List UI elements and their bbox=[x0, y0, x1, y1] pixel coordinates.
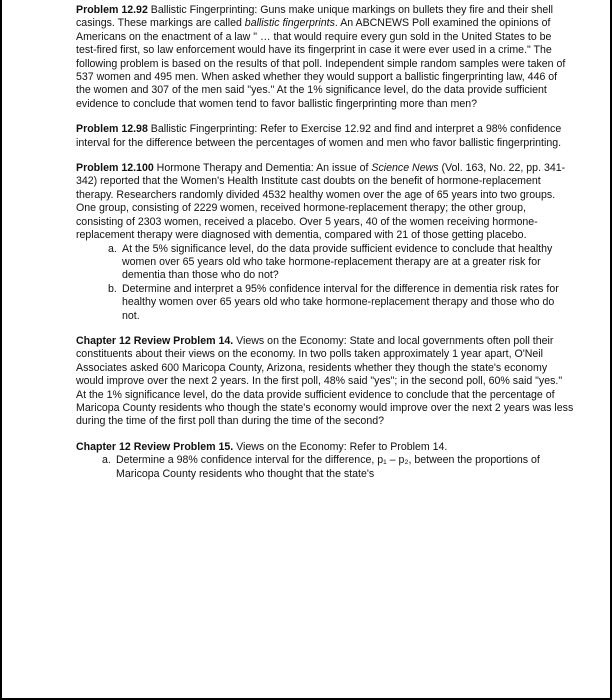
sub-question-text: Determine a 98% confidence interval for the difference, p₁ – p₂, between the proportions of Maricopa County residents who thought that the state's bbox=[116, 454, 540, 480]
sub-question-text: At the 5% significance level, do the data provide sufficient evidence to conclude that healthy women over 65 years old who take hormone-replacement therapy are at a greater risk for dementia than those who do not? bbox=[122, 242, 553, 282]
problem-text bbox=[76, 123, 574, 150]
emphasis-term: ballistic fingerprints bbox=[244, 17, 335, 30]
page-left-border bbox=[0, 0, 2, 700]
sub-question-b bbox=[76, 283, 574, 323]
problem-text bbox=[76, 162, 574, 242]
problem-body: Views on the Economy: State and local governments often poll their constituents about their views on the economy. In two polls taken approximately 1 year apart, O'Neil Associates asked 600 Maricopa County, Arizona, residents whether they though the state's economy would improve over the next 2 years. In the first poll, 48% said "yes"; in the second poll, 60% said "yes." At the 1% significance level, do the data provide sufficient evidence to conclude that the percentage of Maricopa County residents who though the state's economy would improve over the next 2 years was less during the time of the first poll than during the time of the second? bbox=[76, 334, 574, 428]
problem-body: Ballistic Fingerprinting: Refer to Exercise 12.92 and find and interpret a 98% confidence interval for the difference between the percentages of women and men who favor ballistic fingerprinting. bbox=[76, 123, 562, 149]
problem-body: . An ABCNEWS Poll examined the opinions of Americans on the enactment of a law " … that would require every gun sold in the United States to be test-fired first, so law enforcement would have its fingerprint in case it were ever used in a crime." The following problem is based on the results of that poll. Independent simple random samples were taken of 537 women and 495 men. When asked whether they would support a ballistic fingerprinting law, 446 of the women and 307 of the men said "yes." At the 1% significance level, do the data provide sufficient evidence to conclude that women tend to favor ballistic fingerprinting more than men? bbox=[76, 17, 566, 110]
problem-text bbox=[76, 335, 574, 429]
review-problem-15 bbox=[76, 441, 574, 481]
sub-question-list bbox=[76, 454, 574, 481]
journal-title: Science News bbox=[371, 162, 439, 175]
problem-body: (Vol. 163, No. 22, pp. 341-342) reported that the Women's Health Institute cast doubts on the benefit of hormone-replacement therapy. Researchers randomly divided 4532 healthy women over the age of 65 years into two groups. One group, consisting of 2229 women, received hormone-replacement therapy; the other group, consisting of 2303 women, received a placebo. Over 5 years, 40 of the women receiving hormone-replacement therapy were diagnosed with dementia, compared with 21 of those getting placebo. bbox=[76, 162, 566, 242]
problem-text bbox=[76, 4, 574, 111]
problem-text bbox=[76, 441, 574, 454]
problem-12-98 bbox=[76, 123, 574, 150]
problem-12-100 bbox=[76, 162, 574, 323]
problem-label: Problem 12.92 bbox=[76, 4, 148, 16]
problem-label: Chapter 12 Review Problem 14. bbox=[76, 334, 234, 347]
problem-body: Ballistic Fingerprinting: Guns make unique markings on bullets they fire and their shell casings. These markings are called bbox=[76, 4, 553, 30]
problem-12-92 bbox=[76, 4, 574, 111]
sub-question-marker: b. bbox=[108, 282, 117, 295]
problem-label: Chapter 12 Review Problem 15. bbox=[76, 440, 234, 453]
sub-question-list bbox=[76, 243, 574, 323]
sub-question-a bbox=[76, 243, 574, 283]
problem-body: Hormone Therapy and Dementia: An issue of bbox=[153, 162, 372, 175]
problem-label: Problem 12.100 bbox=[76, 162, 154, 175]
review-problem-14 bbox=[76, 335, 574, 429]
sub-question-marker: a. bbox=[102, 454, 111, 467]
problem-body: Views on the Economy: Refer to Problem 14. bbox=[233, 440, 448, 453]
problem-label: Problem 12.98 bbox=[76, 123, 148, 136]
sub-question-a bbox=[76, 454, 574, 481]
sub-question-marker: a. bbox=[108, 242, 117, 255]
sub-question-text: Determine and interpret a 95% confidence interval for the difference in dementia risk rates for healthy women over 65 years old who take hormone-replacement therapy and those who do not. bbox=[122, 282, 559, 322]
